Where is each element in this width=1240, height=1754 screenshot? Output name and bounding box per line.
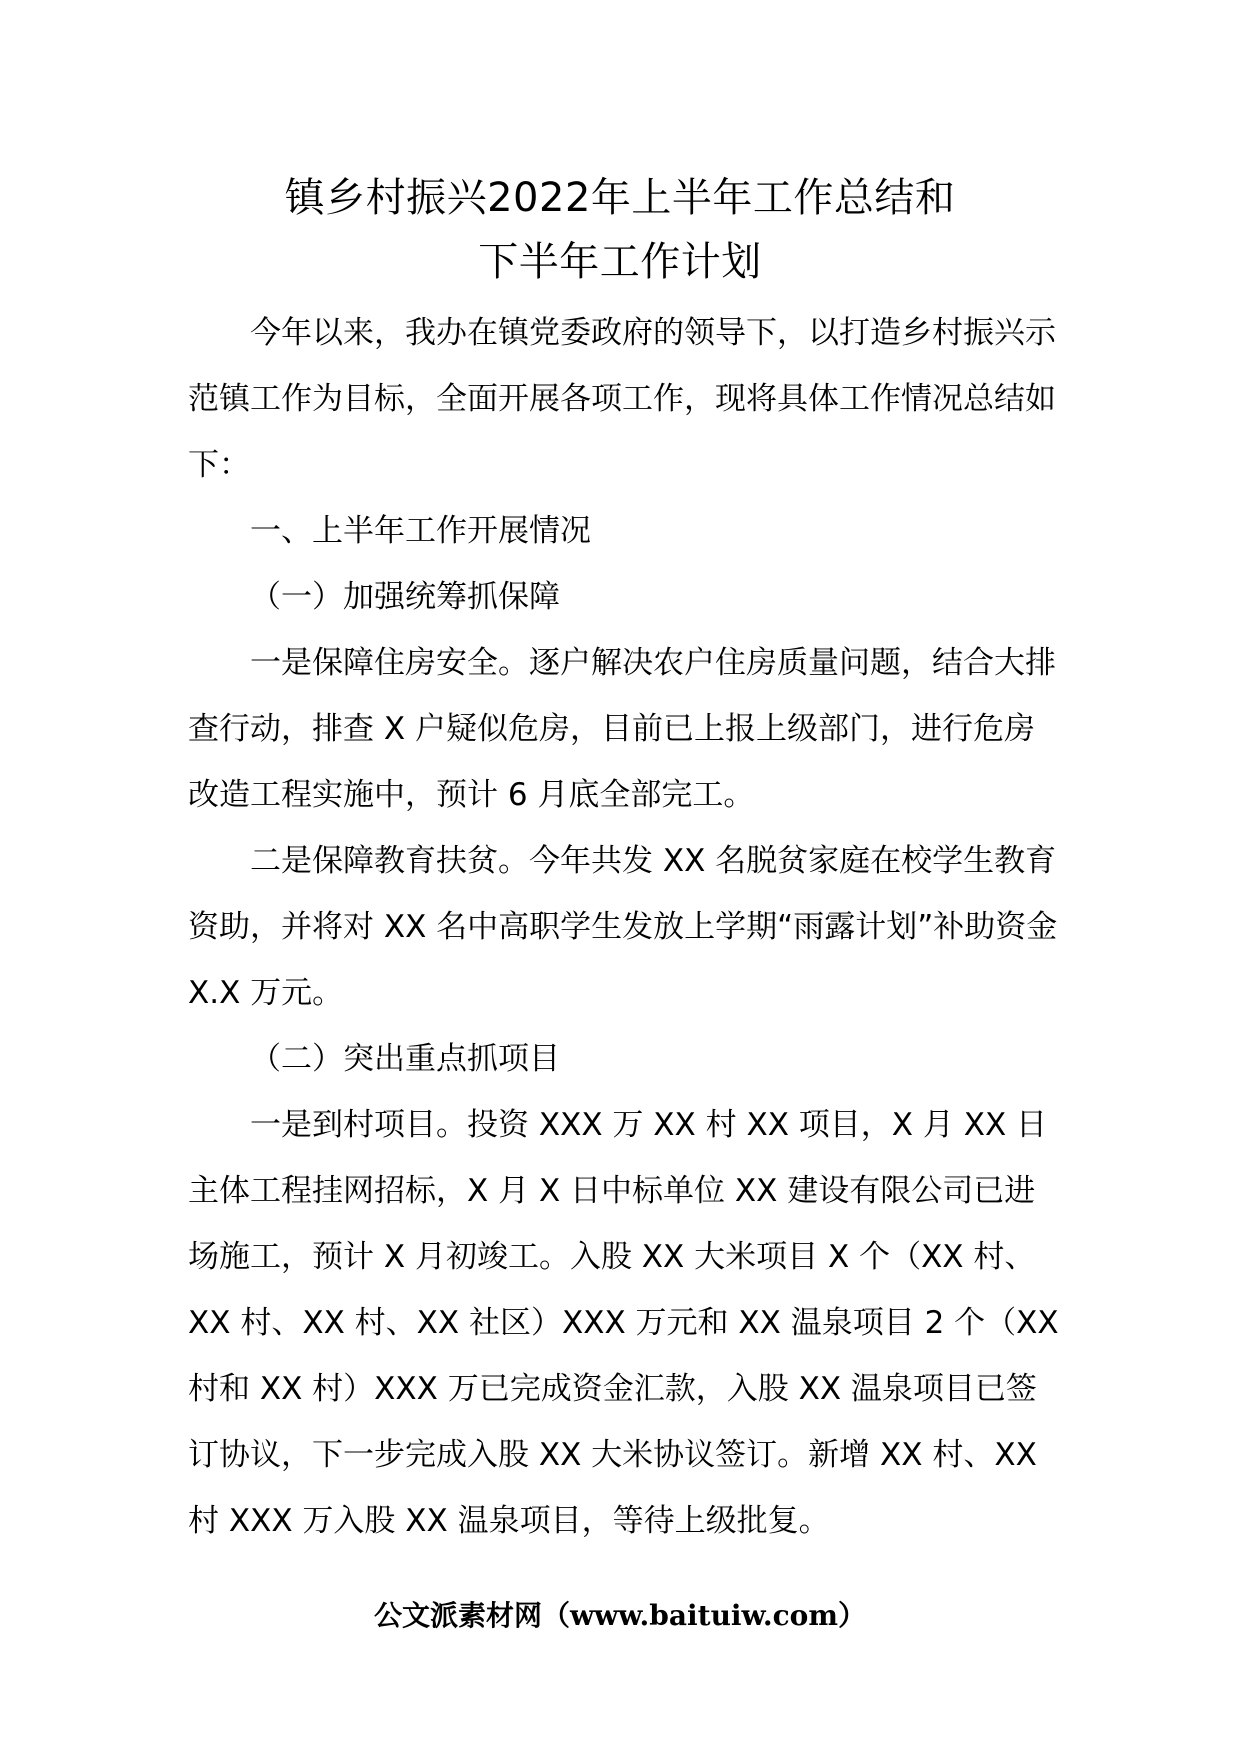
subsection-heading-1: （一）加强统筹抓保障 — [250, 579, 560, 615]
footer-watermark: 公文派素材网（www.baituiw.com） — [374, 1599, 866, 1632]
housing-safety-paragraph: 一是保障住房安全。逐户解决农户住房质量问题，结合大排查行动，排查 X 户疑似危房，目前已上报上级部门，进行危房改造工程实施中，预计 6 月底全部完工。 — [188, 645, 1056, 813]
village-projects-paragraph: 一是到村项目。投资 XXX 万 XX 村 XX 项目，X 月 XX 日主体工程挂网招标，X 月 X 日中标单位 XX 建设有限公司已进场施工，预计 X 月初竣工。入股 XX 大米项目 X 个（XX 村、XX 村、XX 村、XX 社区）XXX 万元和 XX 温泉项目 2 个（XX 村和 XX 村）XXX 万已完成资金汇款，入股 XX 温泉项目已签订协议，下一步完成入股 XX 大米协议签订。新增 XX 村、XX 村 XXX 万入股 XX 温泉项目，等待上级批复。 — [188, 1107, 1059, 1539]
document-body — [188, 300, 1060, 1554]
education-aid-paragraph: 二是保障教育扶贫。今年共发 XX 名脱贫家庭在校学生教育资助，并将对 XX 名中高职学生发放上学期“雨露计划”补助资金 X.X 万元。 — [188, 843, 1058, 1011]
intro-paragraph: 今年以来，我办在镇党委政府的领导下，以打造乡村振兴示范镇工作为目标，全面开展各项工作，现将具体工作情况总结如下： — [188, 315, 1056, 483]
section-heading-1: 一、上半年工作开展情况 — [250, 513, 591, 549]
document-title-line-1: 镇乡村振兴2022年上半年工作总结和 — [284, 175, 956, 221]
document-title-line-2: 下半年工作计划 — [478, 239, 762, 285]
subsection-heading-2: （二）突出重点抓项目 — [250, 1041, 560, 1077]
